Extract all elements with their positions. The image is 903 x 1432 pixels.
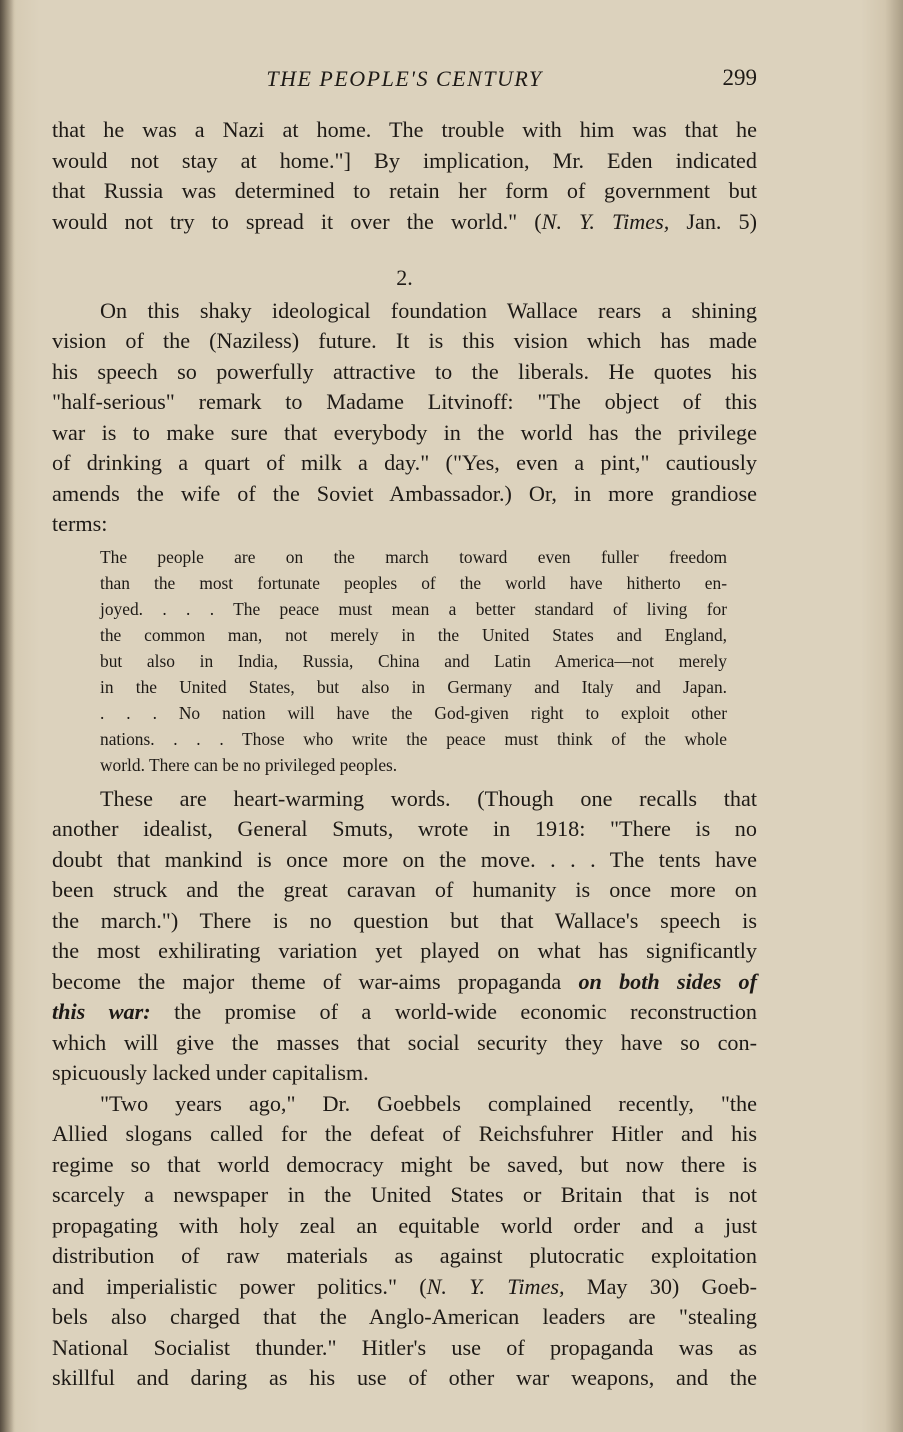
paragraph-4 — [52, 1089, 757, 1394]
text-line: bels also charged that the Anglo-American leaders are "stealing — [52, 1304, 757, 1329]
text-span: Jan. 5) — [669, 208, 757, 234]
text-line: These are heart-warming words. (Though one recalls that — [100, 785, 757, 811]
text-line: another idealist, General Smuts, wrote in 1918: "There is no — [52, 816, 757, 841]
text-line — [52, 967, 757, 998]
section-number: 2. — [396, 265, 413, 290]
text-line: been struck and the great caravan of humanity is once more on — [52, 877, 757, 902]
quote-line: The people are on the march toward even fuller freedom — [100, 546, 727, 567]
text-line: doubt that mankind is once more on the move. . . . The tents have — [52, 846, 757, 872]
text-line: the most exhilirating variation yet played on what has significantly — [52, 938, 757, 963]
quote-line: . . . No nation will have the God-given right to exploit other — [100, 702, 727, 723]
quote-line: but also in India, Russia, China and Latin America—not merely — [100, 650, 727, 671]
body-text — [52, 115, 757, 1394]
text-line — [52, 1272, 757, 1303]
text-line: regime so that world democracy might be saved, but now there is — [52, 1151, 757, 1177]
text-line: scarcely a newspaper in the United States or Britain that is not — [52, 1182, 757, 1207]
block-quote — [52, 544, 757, 778]
text-span: May 30) Goeb- — [564, 1273, 757, 1299]
text-line: war is to make sure that everybody in the world has the privilege — [52, 419, 757, 445]
text-line — [52, 207, 757, 238]
quote-line: nations. . . . Those who write the peace must think of the whole — [100, 728, 727, 749]
text-line — [52, 997, 757, 1028]
quote-line: than the most fortunate peoples of the world have hitherto en- — [100, 572, 727, 593]
text-line: "Two years ago," Dr. Goebbels complained recently, "the — [100, 1090, 757, 1116]
text-line: that Russia was determined to retain her form of government but — [52, 178, 757, 203]
text-line: the march.") There is no question but that Wallace's speech is — [52, 907, 757, 933]
text-line: of drinking a quart of milk a day." ("Yes, even a pint," cautiously — [52, 450, 757, 475]
quote-line: world. There can be no privileged peoples. — [100, 754, 398, 775]
paragraph-2 — [52, 296, 757, 540]
quote-line: the common man, not merely in the United States and England, — [100, 624, 727, 645]
emphasis-italic: this war: — [52, 999, 151, 1024]
page-number: 299 — [722, 65, 757, 90]
quote-line: in the United States, but also in Germany and Italy and Japan. — [100, 676, 727, 697]
text-line: skillful and daring as his use of other war weapons, and the — [52, 1365, 757, 1390]
running-title: THE PEOPLE'S CENTURY — [266, 66, 543, 91]
text-span: and imperialistic power politics." ( — [52, 1273, 427, 1299]
paragraph-3 — [52, 784, 757, 1089]
text-line: distribution of raw materials as against plutocratic exploitation — [52, 1243, 757, 1268]
text-line: vision of the (Naziless) future. It is this vision which has made — [52, 328, 757, 353]
text-line: terms: — [52, 511, 108, 536]
text-span: become the major theme of war-aims propaganda — [52, 968, 579, 994]
text-line: his speech so powerfully attractive to the liberals. He quotes his — [52, 358, 757, 384]
text-line: would not stay at home."] By implication, Mr. Eden indicated — [52, 147, 757, 173]
text-span: the promise of a world-wide economic reconstruction — [150, 999, 757, 1024]
text-line: On this shaky ideological foundation Wallace rears a shining — [100, 297, 757, 323]
emphasis-italic: on both sides of — [578, 968, 757, 994]
text-line: "half-serious" remark to Madame Litvinoff: "The object of this — [52, 389, 757, 414]
text-line: National Socialist thunder." Hitler's use of propaganda was as — [52, 1334, 757, 1360]
text-line: amends the wife of the Soviet Ambassador.) Or, in more grandiose — [52, 480, 757, 506]
citation-italic: N. Y. Times, — [541, 208, 670, 234]
page-header — [52, 62, 757, 98]
text-span: would not try to spread it over the world." ( — [52, 208, 542, 234]
citation-italic: N. Y. Times, — [426, 1273, 565, 1299]
text-line: propagating with holy zeal an equitable world order and a just — [52, 1212, 757, 1238]
paragraph-1 — [52, 115, 757, 237]
text-line: which will give the masses that social security they have so con- — [52, 1029, 757, 1055]
text-line: spicuously lacked under capitalism. — [52, 1060, 369, 1085]
text-line: that he was a Nazi at home. The trouble with him was that he — [52, 117, 757, 142]
quote-line: joyed. . . . The peace must mean a better standard of living for — [100, 598, 727, 619]
spine-shadow — [0, 0, 14, 1432]
text-line: Allied slogans called for the defeat of Reichsfuhrer Hitler and his — [52, 1121, 757, 1146]
